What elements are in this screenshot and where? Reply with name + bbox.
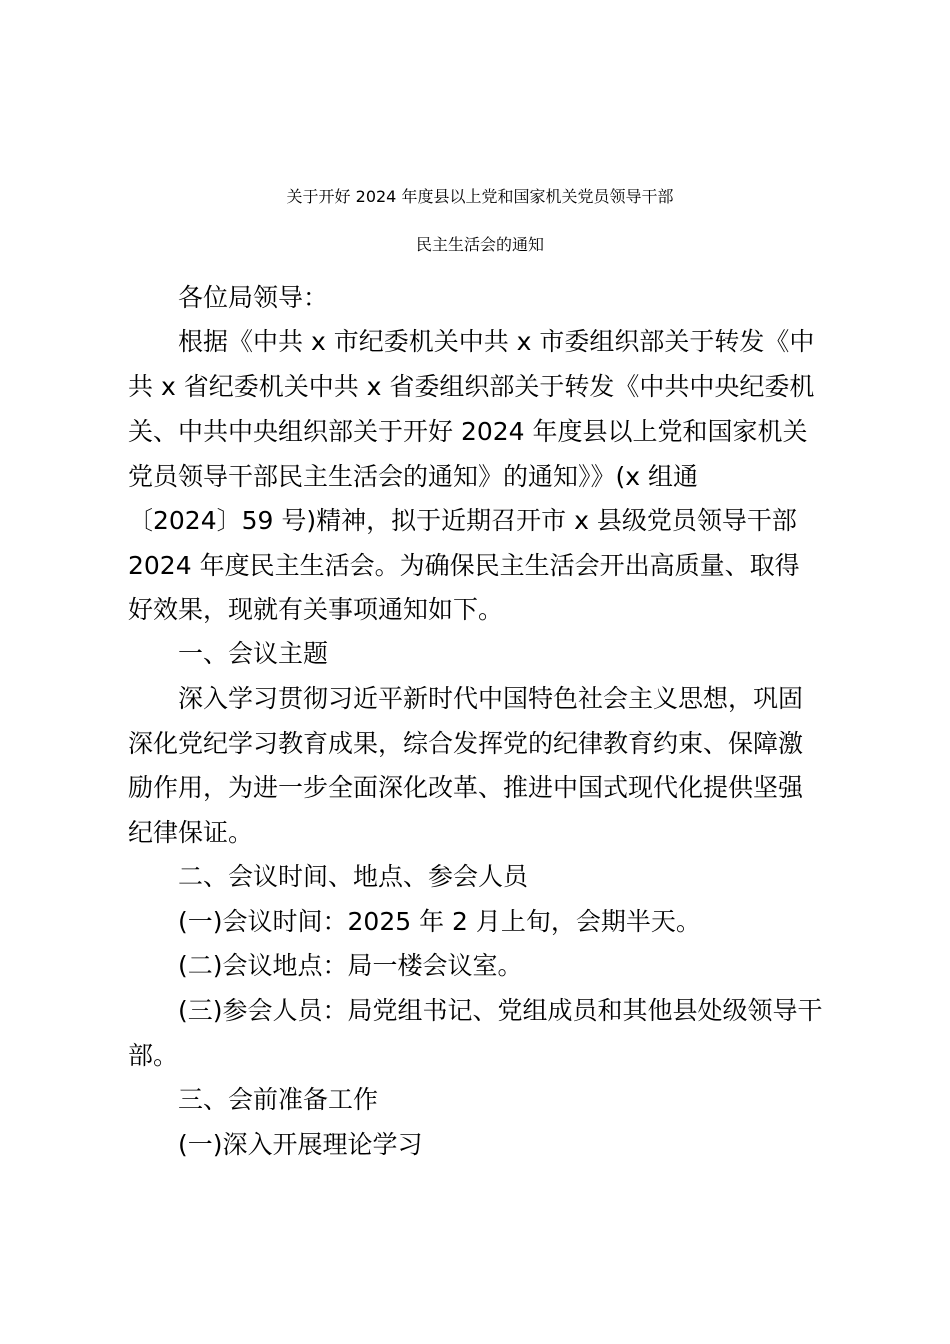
section-1-line: 深入学习贯彻习近平新时代中国特色社会主义思想，巩固 bbox=[178, 684, 804, 713]
section-2-item: (三)参会人员：局党组书记、党组成员和其他县处级领导干 bbox=[178, 996, 823, 1025]
intro-line: 共 x 省纪委机关中共 x 省委组织部关于转发《中共中央纪委机 bbox=[128, 372, 815, 401]
section-2-item: (二)会议地点：局一楼会议室。 bbox=[178, 951, 523, 980]
section-2-heading: 二、会议时间、地点、参会人员 bbox=[178, 862, 529, 891]
section-2-item-continuation: 部。 bbox=[128, 1041, 179, 1070]
section-3-heading: 三、会前准备工作 bbox=[178, 1085, 379, 1114]
intro-line: 2024 年度民主生活会。为确保民主生活会开出高质量、取得 bbox=[128, 551, 800, 580]
document-title-line-2: 民主生活会的通知 bbox=[415, 235, 544, 254]
section-3-item: (一)深入开展理论学习 bbox=[178, 1130, 423, 1159]
intro-line: 〔2024〕59 号)精神，拟于近期召开市 x 县级党员领导干部 bbox=[128, 506, 797, 535]
intro-line: 关、中共中央组织部关于开好 2024 年度县以上党和国家机关 bbox=[128, 417, 808, 446]
section-1-line: 励作用，为进一步全面深化改革、推进中国式现代化提供坚强 bbox=[128, 773, 804, 802]
section-1-line: 深化党纪学习教育成果，综合发挥党的纪律教育约束、保障激 bbox=[128, 729, 804, 758]
section-2-item: (一)会议时间：2025 年 2 月上旬，会期半天。 bbox=[178, 907, 701, 936]
intro-line: 根据《中共 x 市纪委机关中共 x 市委组织部关于转发《中 bbox=[178, 327, 815, 356]
intro-line: 党员领导干部民主生活会的通知》的通知》》(x 组通 bbox=[128, 462, 698, 491]
section-1-line: 纪律保证。 bbox=[128, 818, 254, 847]
salutation: 各位局领导： bbox=[178, 283, 329, 312]
section-1-heading: 一、会议主题 bbox=[178, 639, 329, 668]
intro-line: 好效果，现就有关事项通知如下。 bbox=[128, 595, 504, 624]
document-title-line-1: 关于开好 2024 年度县以上党和国家机关党员领导干部 bbox=[286, 187, 674, 206]
